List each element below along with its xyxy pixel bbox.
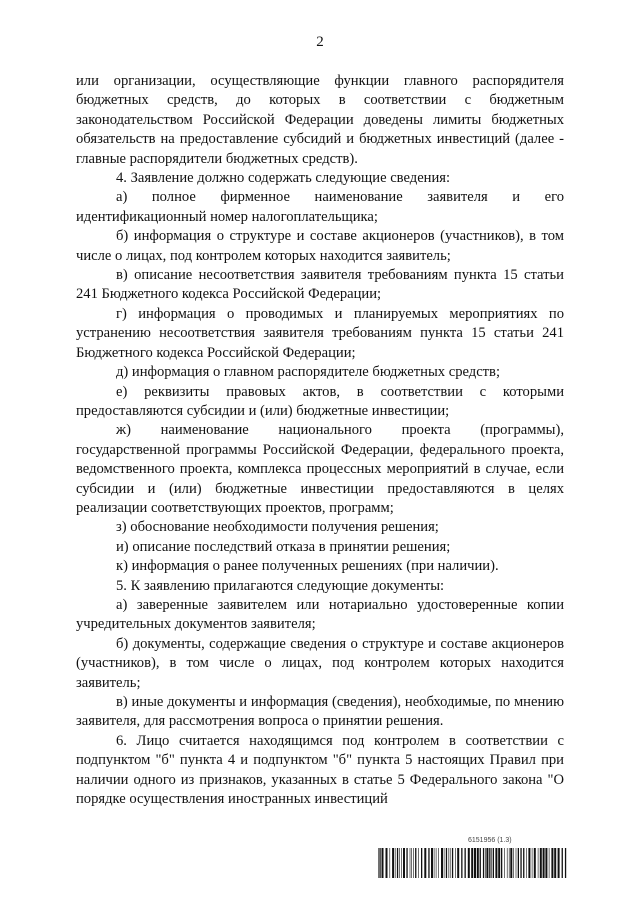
paragraph: д) информация о главном распорядителе бюджетных средств; — [116, 364, 500, 381]
paragraph: или организации, осуществляющие функции главного распорядителя бюджетных средств, до которых в соответствии с бюджетным законодательством Российской Федерации доведены лимиты бюджетных обязательств на предоставление субсидий и бюджетных инвестиций (далее - главные распорядители бюджетных средств). — [76, 73, 564, 167]
paragraph: б) документы, содержащие сведения о структуре и составе акционеров (участников), в том числе о лицах, под контролем которых находится заявитель; — [76, 635, 564, 691]
barcode-id: 6151956 (1.3) — [468, 837, 512, 844]
paragraph: 5. К заявлению прилагаются следующие документы: — [116, 577, 445, 594]
paragraph: 4. Заявление должно содержать следующие сведения: — [116, 170, 451, 187]
paragraph: ж) наименование национального проекта (программы), государственной программы Российской Федерации, федерального проекта, ведомственного проекта, комплекса процессных мероприятий в случае, если субсидии и (или) бюджетные инвестиции предоставляются в целях реализации соответствующих проектов, программ; — [76, 422, 564, 516]
paragraph: в) иные документы и информация (сведения), необходимые, по мнению заявителя, для рассмотрения вопроса о принятии решения. — [76, 694, 564, 730]
paragraph: б) информация о структуре и составе акционеров (участников), в том числе о лицах, под контролем которых находится заявитель; — [76, 228, 564, 264]
paragraph: з) обоснование необходимости получения решения; — [116, 519, 439, 536]
barcode — [378, 848, 568, 878]
document-body — [76, 72, 564, 809]
paragraph: а) полное фирменное наименование заявителя и его идентификационный номер налогоплательщика; — [76, 189, 564, 225]
page-number: 2 — [316, 34, 324, 50]
paragraph: 6. Лицо считается находящимся под контролем в соответствии с подпунктом "б" пункта 4 и подпунктом "б" пункта 5 настоящих Правил при наличии одного из признаков, указанных в статье 5 Федерального закона "О порядке осуществления иностранных инвестиций — [76, 732, 564, 808]
paragraph: г) информация о проводимых и планируемых мероприятиях по устранению несоответствия заявителя требованиям пункта 15 статьи 241 Бюджетного кодекса Российской Федерации; — [76, 305, 564, 361]
paragraph: в) описание несоответствия заявителя требованиям пункта 15 статьи 241 Бюджетного кодекса Российской Федерации; — [76, 267, 564, 303]
paragraph: и) описание последствий отказа в принятии решения; — [116, 538, 451, 555]
paragraph: к) информация о ранее полученных решениях (при наличии). — [116, 558, 499, 575]
paragraph: е) реквизиты правовых актов, в соответствии с которыми предоставляются субсидии и (или) бюджетные инвестиции; — [76, 383, 564, 419]
paragraph: а) заверенные заявителем или нотариально удостоверенные копии учредительных документов заявителя; — [76, 596, 564, 633]
